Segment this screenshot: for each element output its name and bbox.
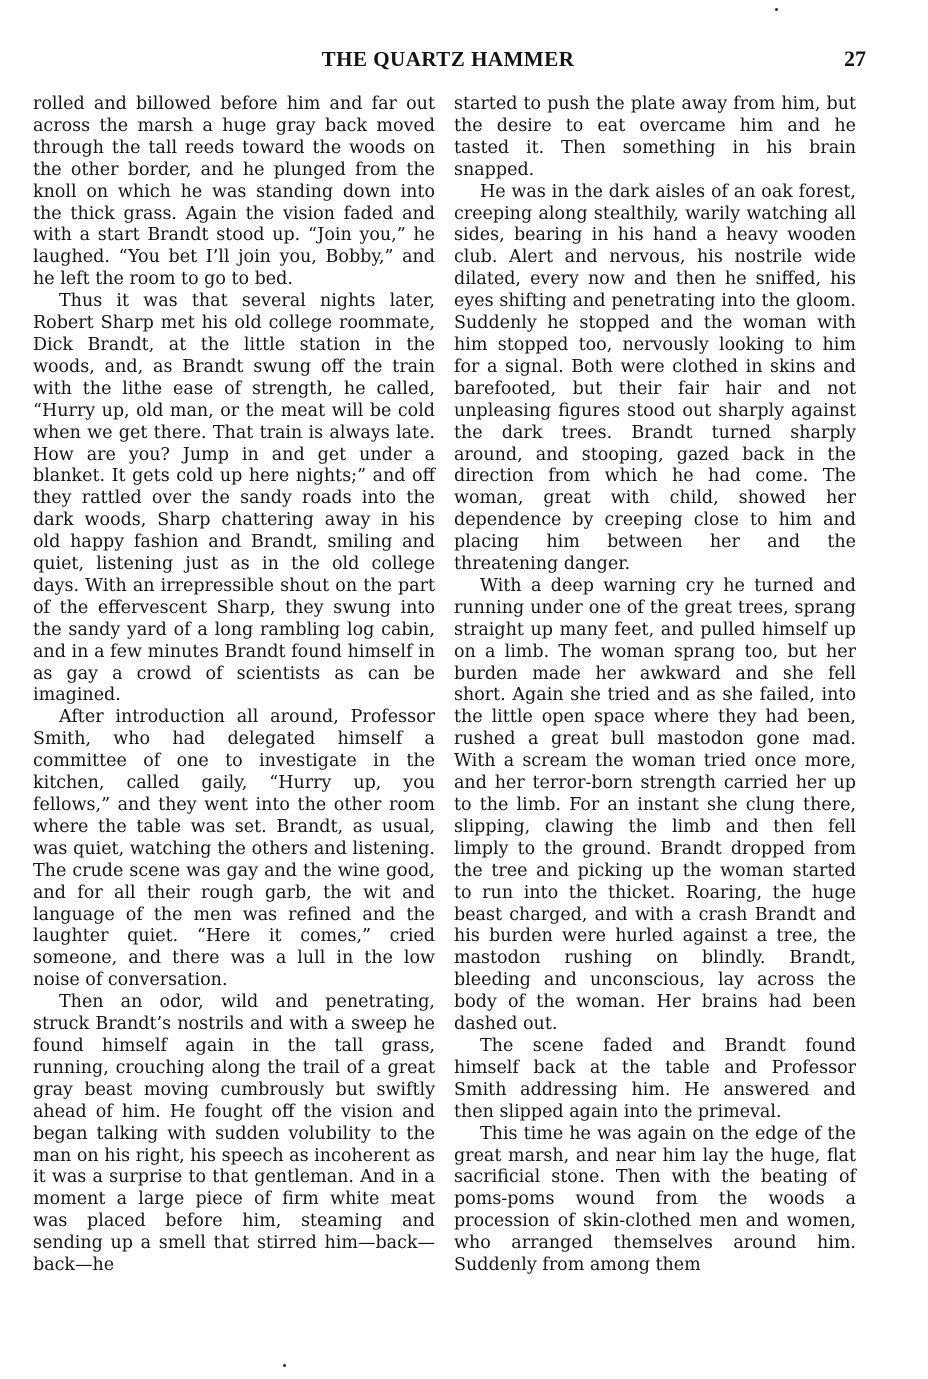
- paragraph: He was in the dark aisles of an oak forest, creeping along stealthily, warily watching all sides, bearing in his hand a heavy wooden club. Alert and nervous, his nostrile wide dilated, every now and then he sniffed, his eyes shifting and penetrating into the gloom. Suddenly he stopped and the woman with him stopped too, nervously looking to him for a signal. Both were clothed in skins and barefooted, but their fair hair and not unpleasing figures stood out sharply against the dark trees. Brandt turned sharply around, and stooping, gazed back in the direction from which he had come. The woman, great with child, showed her dependence by creeping close to him and placing him between her and the threatening danger.: [454, 181, 856, 575]
- paragraph: This time he was again on the edge of the great marsh, and near him lay the huge, flat sacrificial stone. Then with the beating of poms-poms wound from the woods a procession of skin-clothed men and women, who arranged themselves around him. Suddenly from among them: [454, 1123, 856, 1276]
- paragraph: Then an odor, wild and penetrating, struck Brandt’s nostrils and with a sweep he found himself again in the tall grass, running, crouching along the trail of a great gray beast moving cumbrously but swiftly ahead of him. He fought off the vision and began talking with sudden volubility to the man on his right, his speech as incoherent as it was a surprise to that gentleman. And in a moment a large piece of firm white meat was placed before him, steaming and sending up a smell that stirred him—back—back—he: [33, 992, 435, 1276]
- paragraph: With a deep warning cry he turned and running under one of the great trees, sprang straight up many feet, and pulled himself up on a limb. The woman sprang too, but her burden made her awkward and she fell short. Again she tried and as she failed, into the little open space where they had been, rushed a great bull mastodon gone mad. With a scream the woman tried once more, and her terror-born strength carried her up to the limb. For an instant she clung there, slipping, clawing the limb and then fell limply to the ground. Brandt dropped from the tree and picking up the woman started to run into the thicket. Roaring, the huge beast charged, and with a crash Brandt and his burden were hurled against a tree, the mastodon rushing on blindly. Brandt, bleeding and unconscious, lay across the body of the woman. Her brains had been dashed out.: [454, 575, 856, 1035]
- paragraph: After introduction all around, Professor Smith, who had delegated himself a committee of one to investigate in the kitchen, called gaily, “Hurry up, you fellows,” and they went into the other room where the table was set. Brandt, as usual, was quiet, watching the others and listening. The crude scene was gay and the wine good, and for all their rough garb, the wit and language of the men was refined and the laughter quiet. “Here it comes,” cried someone, and there was a lull in the low noise of conversation.: [33, 707, 435, 991]
- page-number: 27: [844, 46, 866, 71]
- left-column: [33, 94, 435, 1277]
- running-head: [30, 44, 866, 74]
- paragraph: rolled and billowed before him and far out across the marsh a huge gray back moved through the tall reeds toward the woods on the other border, and he plunged from the knoll on which he was standing down into the thick grass. Again the vision faded and with a start Brandt stood up. “Join you,” he laughed. “You bet I’ll join you, Bobby,” and he left the room to go to bed.: [33, 94, 435, 290]
- running-title: THE QUARTZ HAMMER: [321, 47, 575, 71]
- paragraph: The scene faded and Brandt found himself back at the table and Professor Smith addressing him. He answered and then slipped again into the primeval.: [454, 1035, 856, 1122]
- paragraph: Thus it was that several nights later, Robert Sharp met his old college roommate, Dick Brandt, at the little station in the woods, and, as Brandt swung off the train with the lithe ease of strength, he called, “Hurry up, old man, or the meat will be cold when we get there. That train is always late. How are you? Jump in and get under a blanket. It gets cold up here nights;” and off they rattled over the sandy roads into the dark woods, Sharp chattering away in his old happy fashion and Brandt, smiling and quiet, listening just as in the old college days. With an irrepressible shout on the part of the effervescent Sharp, they swung into the sandy yard of a long rambling log cabin, and in a few minutes Brandt found himself in as gay a crowd of scientists as can be imagined.: [33, 291, 435, 706]
- paragraph: started to push the plate away from him, but the desire to eat overcame him and he tasted it. Then something in his brain snapped.: [454, 94, 856, 180]
- print-speck: [283, 1364, 286, 1367]
- right-column: [454, 94, 856, 1277]
- print-speck: [775, 8, 778, 11]
